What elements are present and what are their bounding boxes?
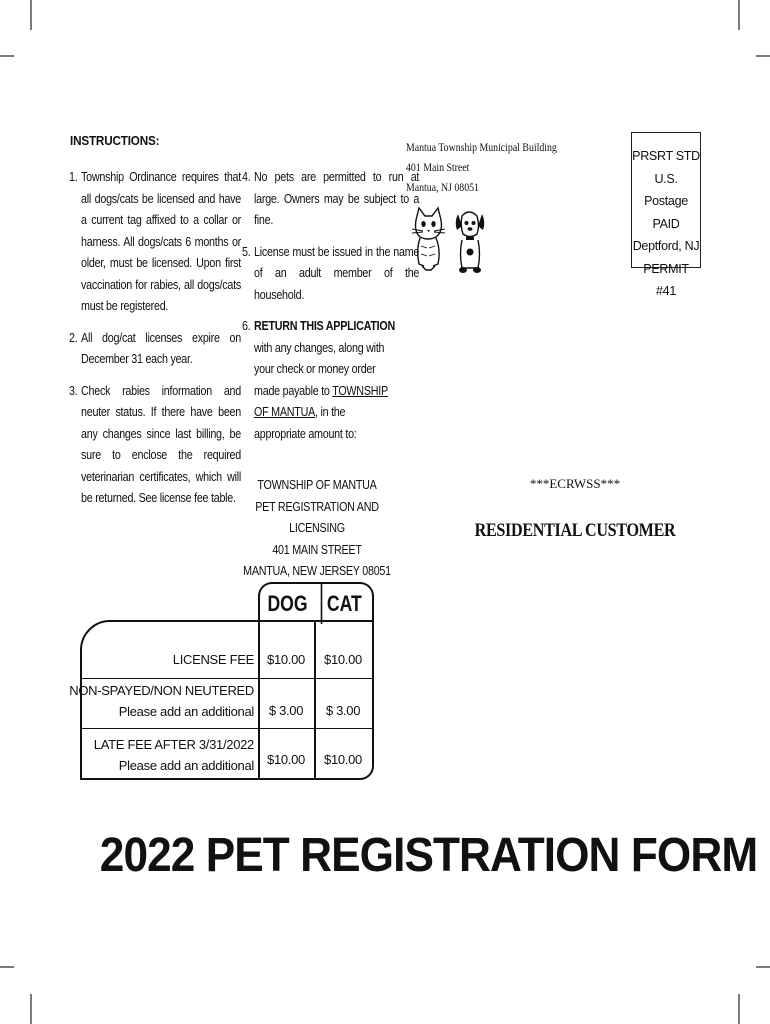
fee-table-rule	[82, 678, 372, 679]
crop-mark	[738, 0, 740, 30]
return-address-line: MANTUA, NEW JERSEY 08051	[243, 564, 391, 578]
fee-table-rule	[82, 728, 372, 729]
instruction-item: 5. License must be issued in the name of an adult member of the household.	[242, 242, 419, 307]
instruction-text: All dog/cat licenses expire on December 31 each year.	[81, 330, 241, 366]
instruction-item: 6. RETURN THIS APPLICATION with any changes, along with your check or money order made payable to TOWNSHIP OF MANTUA, in the appropriate amount to:	[242, 316, 397, 445]
instruction-text: Township Ordinance requires that all dogs/cats be licensed and have a current tag affixed to a collar or harness. All dogs/cats 6 months or older, must be licensed. Upon first vaccination for rabies, all dogs/cats must be registered.	[81, 170, 241, 313]
sender-line: Mantua Township Municipal Building	[406, 140, 557, 154]
fee-dog-value: $10.00	[267, 652, 305, 667]
crop-mark	[738, 994, 740, 1024]
payee-name: TOWNSHIP OF MANTUA	[254, 383, 388, 419]
postage-indicia	[631, 132, 701, 298]
instruction-item: 4. No pets are permitted to run at large. Owners may be subject to a fine.	[242, 167, 419, 232]
fee-row-label: LATE FEE AFTER 3/31/2022	[93, 737, 254, 752]
fee-table-header	[258, 582, 374, 624]
crop-mark	[0, 55, 14, 57]
crop-mark	[756, 966, 770, 968]
sender-address	[406, 137, 570, 197]
fee-row-sublabel: Please add an additional	[118, 758, 254, 773]
fee-dog-value: $ 3.00	[268, 703, 304, 718]
fee-cat-value: $10.00	[324, 752, 362, 767]
fee-dog-value: $10.00	[267, 752, 305, 767]
instruction-item: 2. All dog/cat licenses expire on December 31 each year.	[69, 328, 241, 371]
postage-line: PERMIT #41	[643, 261, 689, 298]
form-title: 2022 PET REGISTRATION FORM	[99, 829, 758, 882]
crop-mark	[0, 966, 14, 968]
residential-customer-label: RESIDENTIAL CUSTOMER	[474, 520, 676, 541]
postage-line: U.S. Postage	[644, 171, 688, 208]
crop-mark	[756, 55, 770, 57]
crop-mark	[30, 0, 32, 30]
fee-row-label: NON-SPAYED/NON NEUTERED	[69, 683, 254, 698]
postage-line: Deptford, NJ	[632, 239, 700, 253]
instructions-column-right	[242, 167, 422, 455]
crop-mark	[30, 994, 32, 1024]
return-address-line: TOWNSHIP OF MANTUA	[257, 478, 377, 492]
postage-line: PAID	[652, 216, 680, 231]
fee-table	[69, 620, 374, 780]
instruction-item: 3. Check rabies information and neuter status. If there have been any changes since last billing, be sure to enclose the required veterinarian certificates, which will be returned. See license fee table.	[69, 381, 241, 510]
sender-line: 401 Main Street	[406, 160, 470, 174]
fee-row-sublabel: Please add an additional	[118, 704, 254, 719]
instruction-text: RETURN THIS APPLICATION with any changes, along with your check or money order made payable to TOWNSHIP OF MANTUA, in the appropriate amount to:	[254, 319, 396, 441]
instructions-column-left	[69, 167, 245, 520]
instructions-title: INSTRUCTIONS:	[70, 133, 160, 148]
fee-cat-value: $ 3.00	[325, 703, 361, 718]
instruction-text: License must be issued in the name of an adult member of the household.	[254, 244, 420, 302]
fee-header-dog: DOG	[267, 591, 308, 616]
return-address-line: 401 MAIN STREET	[272, 542, 362, 557]
return-address-line: PET REGISTRATION AND LICENSING	[255, 499, 379, 535]
sender-line: Mantua, NJ 08051	[406, 180, 479, 194]
ecrwss-label: ***ECRWSS***	[529, 476, 621, 491]
postage-line: PRSRT STD	[632, 149, 700, 163]
return-address	[231, 475, 403, 583]
dog-icon	[452, 206, 488, 278]
cat-icon	[410, 204, 446, 276]
instruction-text: No pets are permitted to run at large. Owners may be subject to a fine.	[254, 170, 420, 227]
fee-row-label: LICENSE FEE	[172, 652, 254, 667]
return-application-heading: RETURN THIS APPLICATION	[254, 319, 396, 333]
instruction-text: Check rabies information and neuter status. If there have been any changes since last billing, be sure to enclose the required veterinarian certificates, which will be returned. See license fee table.	[81, 383, 241, 505]
fee-cat-value: $10.00	[324, 652, 362, 667]
fee-header-cat: CAT	[321, 584, 367, 624]
instruction-item: 1. Township Ordinance requires that all dogs/cats be licensed and have a current tag affixed to a collar or harness. All dogs/cats 6 months or older, must be licensed. Upon first vaccination for rabies, all dogs/cats must be registered.	[69, 167, 241, 318]
